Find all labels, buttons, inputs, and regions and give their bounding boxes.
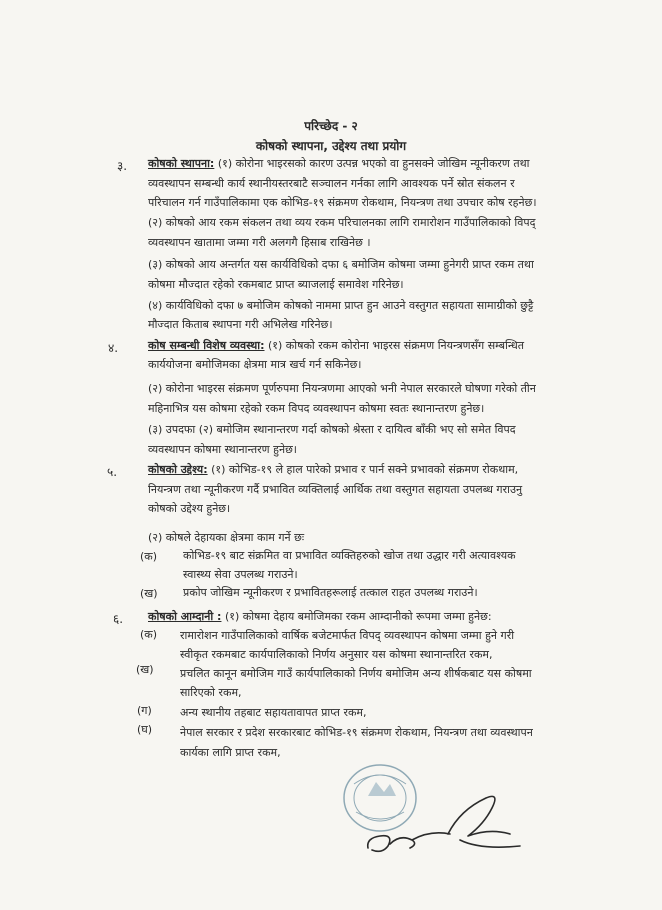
section-4-heading: कोष सम्बन्धी विशेष व्यवस्था: xyxy=(148,339,265,352)
section-3-line-3: परिचालन गर्न गाउँपालिकामा एक कोभिड-१९ संक्रमण रोकथाम, नियन्त्रण तथा उपचार कोष रहनेछ। xyxy=(148,196,537,209)
section-3-line-2: व्यवस्थापन सम्बन्धी कार्य स्थानीयस्तरबाटै सञ्चालन गर्नका लागि आवश्यक पर्ने स्रोत संकलन र xyxy=(148,177,515,190)
section-6-item-ga-line-1: अन्य स्थानीय तहबाट सहायतावापत प्राप्त रकम, xyxy=(180,706,367,719)
section-3-line-6: (३) कोषको आय अन्तर्गत यस कार्यविधिको दफा ६ बमोजिम कोषमा जम्मा हुनेगरी प्राप्त रकम तथा xyxy=(148,258,534,271)
section-5-item-ka-line-1: कोभिड-१९ बाट संक्रमित वा प्रभावित व्यक्तिहरुको खोज तथा उद्धार गरी अत्यावश्यक xyxy=(183,549,516,562)
section-6-item-kha-line-2: सारिएको रकम, xyxy=(180,686,242,699)
section-4-text-1: (१) कोषको रकम कोरोना भाइरस संक्रमण नियन्त्रणसँग सम्बन्धित xyxy=(268,339,524,352)
section-4-number: ४. xyxy=(108,341,119,355)
chapter-label: परिच्छेद - २ xyxy=(304,119,358,133)
section-6-item-ka-line-2: स्वीकृत रकमबाट कार्यपालिकाको निर्णय अनुसार यस कोषमा स्थानान्तरित रकम, xyxy=(180,648,493,661)
section-3-heading: कोषको स्थापना: xyxy=(148,157,215,170)
section-5-text-1: (१) कोभिड-१९ ले हाल पारेको प्रभाव र पार्न सक्ने प्रभावको संक्रमण रोकथाम, xyxy=(211,463,519,476)
section-6-item-gha-line-2: कार्यका लागि प्राप्त रकम, xyxy=(180,746,281,759)
section-5-line-1 xyxy=(148,463,518,477)
section-5-line-3: कोषको उद्देश्य हुनेछ। xyxy=(148,502,231,515)
section-3-line-4: (२) कोषको आय रकम संकलन तथा व्यय रकम परिचालनका लागि रामारोशन गाउँपालिकाको विपद् xyxy=(148,216,536,229)
section-5-heading: कोषको उद्देश्य: xyxy=(148,463,208,476)
section-6-number: ६. xyxy=(113,612,124,626)
section-3-text-1: (१) कोरोना भाइरसको कारण उत्पन्न भएको वा हुनसक्ने जोखिम न्यूनीकरण तथा xyxy=(217,157,530,170)
section-6-heading: कोषको आम्दानी : xyxy=(148,610,222,623)
section-3-number: ३. xyxy=(117,159,128,173)
section-6-item-ga-marker: (ग) xyxy=(137,704,152,717)
section-6-item-ka-marker: (क) xyxy=(140,628,158,641)
section-5-item-kha-line-1: प्रकोप जोखिम न्यूनीकरण र प्रभावितहरूलाई तत्काल राहत उपलब्ध गराउने। xyxy=(183,586,478,599)
section-5-number: ५. xyxy=(107,465,118,479)
chapter-title: कोषको स्थापना, उद्देश्य तथा प्रयोग xyxy=(255,139,407,153)
signature-icon xyxy=(360,790,530,860)
section-5-item-ka-line-2: स्वास्थ्य सेवा उपलब्ध गराउने। xyxy=(183,568,298,581)
section-3-line-9: मौज्दात किताब स्थापना गरी अभिलेख गरिनेछ। xyxy=(148,318,333,331)
section-5-item-kha-marker: (ख) xyxy=(140,587,158,600)
section-4-line-1 xyxy=(148,339,524,353)
section-6-item-ka-line-1: रामारोशन गाउँपालिकाको वार्षिक बजेटमार्फत विपद् व्यवस्थापन कोषमा जम्मा हुने गरी xyxy=(180,629,515,642)
section-6-text-1: (१) कोषमा देहाय बमोजिमका रकम आम्दानीको रूपमा जम्मा हुनेछ: xyxy=(224,610,492,623)
section-4-line-4: महिनाभित्र यस कोषमा रहेको रकम विपद व्यवस्थापन कोषमा स्वतः स्थानान्तरण हुनेछ। xyxy=(148,402,485,415)
section-4-line-6: व्यवस्थापन कोषमा स्थानान्तरण हुनेछ। xyxy=(148,443,297,456)
section-6-item-kha-marker: (ख) xyxy=(136,663,154,676)
section-3-line-7: कोषमा मौज्दात रहेको रकमबाट प्राप्त ब्याजलाई समावेश गरिनेछ। xyxy=(148,278,404,291)
section-6-item-gha-line-1: नेपाल सरकार र प्रदेश सरकारबाट कोभिड-१९ संक्रमण रोकथाम, नियन्त्रण तथा व्यवस्थापन xyxy=(180,726,533,739)
section-3-line-5: व्यवस्थापन खातामा जम्मा गरी अलगगै हिसाब राखिनेछ । xyxy=(148,236,371,249)
section-6-item-kha-line-1: प्रचलित कानून बमोजिम गाउँ कार्यपालिकाको निर्णय बमोजिम अन्य शीर्षकबाट यस कोषमा xyxy=(180,667,532,680)
section-3-line-1 xyxy=(148,157,530,171)
section-5-line-2: नियन्त्रण तथा न्यूनीकरण गर्दै प्रभावित व्यक्तिलाई आर्थिक तथा वस्तुगत सहायता उपलब्ध गराउनु xyxy=(148,483,523,496)
section-4-line-3: (२) कोरोना भाइरस संक्रमण पूर्णरुपमा नियन्त्रणमा आएको भनी नेपाल सरकारले घोषणा गरेको तीन xyxy=(148,382,536,395)
section-4-line-5: (३) उपदफा (२) बमोजिम स्थानान्तरण गर्दा कोषको श्रेस्ता र दायित्व बाँकी भए सो समेत विपद xyxy=(148,423,516,436)
section-6-line-1 xyxy=(148,610,492,624)
section-5-item-ka-marker: (क) xyxy=(140,550,158,563)
section-6-item-gha-marker: (घ) xyxy=(137,723,153,736)
section-4-line-2: कार्ययोजना बमोजिमका क्षेत्रमा मात्र खर्च गर्न सकिनेछ। xyxy=(148,358,362,371)
section-3-line-8: (४) कार्यविधिको दफा ७ बमोजिम कोषको नाममा प्राप्त हुन आउने वस्तुगत सहायता सामाग्रीको छुट्टै xyxy=(148,299,534,312)
section-5-line-4: (२) कोषले देहायका क्षेत्रमा काम गर्ने छः xyxy=(148,531,305,544)
